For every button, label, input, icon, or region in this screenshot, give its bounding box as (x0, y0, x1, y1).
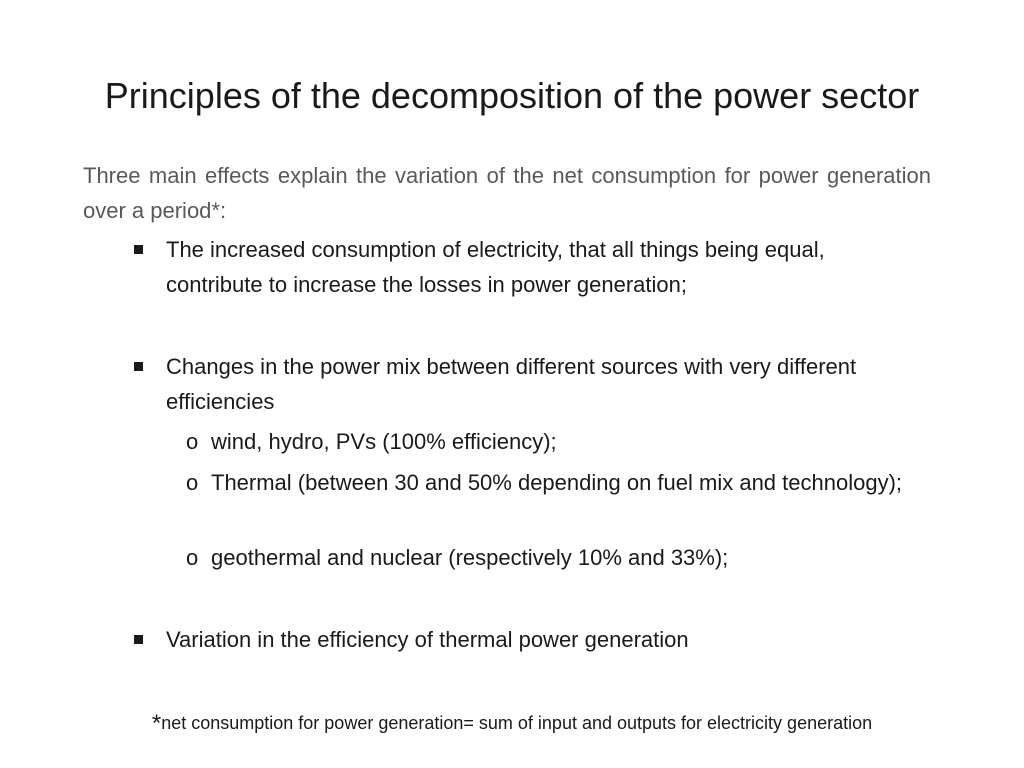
bullet-text: The increased consumption of electricity, that all things being equal, contribute to increase the losses in power generation; (166, 237, 825, 297)
square-bullet-icon (134, 362, 143, 371)
sub-bullet-item (186, 540, 906, 575)
footnote (40, 708, 984, 739)
footnote-text: net consumption for power generation= sum of input and outputs for electricity generation (161, 713, 873, 733)
circle-bullet-icon: o (186, 429, 199, 454)
square-bullet-icon (134, 245, 143, 254)
bullet-text: Variation in the efficiency of thermal power generation (166, 627, 689, 652)
square-bullet-icon (134, 635, 143, 644)
intro-paragraph: Three main effects explain the variation of the net consumption for power generation over a period*: (83, 163, 931, 223)
bullet-item (134, 622, 924, 657)
sub-bullet-item (186, 424, 906, 459)
sub-bullet-text: geothermal and nuclear (respectively 10% and 33%); (211, 545, 729, 570)
circle-bullet-icon: o (186, 545, 199, 570)
sub-bullet-text: wind, hydro, PVs (100% efficiency); (211, 429, 557, 454)
circle-bullet-icon: o (186, 470, 199, 495)
footnote-marker: * (151, 710, 162, 737)
slide-title: Principles of the decomposition of the power sector (104, 75, 920, 116)
sub-bullet-text: Thermal (between 30 and 50% depending on fuel mix and technology); (211, 470, 903, 495)
bullet-text: Changes in the power mix between different sources with very different efficiencies (166, 354, 857, 414)
bullet-item (134, 232, 924, 302)
bullet-item (134, 349, 924, 419)
sub-bullet-item (186, 465, 906, 500)
